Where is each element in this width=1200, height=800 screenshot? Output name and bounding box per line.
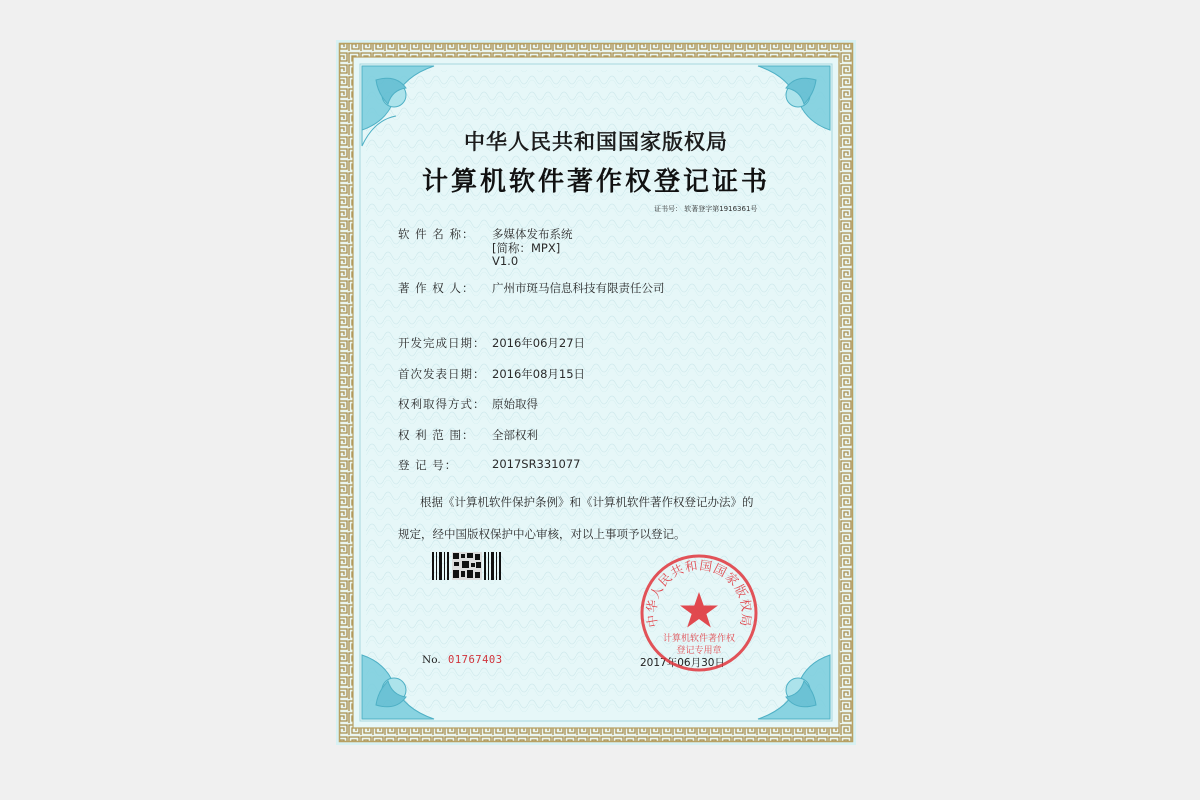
basis-statement-line1: 根据《计算机软件保护条例》和《计算机软件著作权登记办法》的 [420,495,754,509]
publication-date-value: 2016年08月15日 [492,367,586,381]
certificate-number: 证书号： 软著登字第1916361号 [654,205,758,213]
registration-number-label: 登 记 号： [398,458,458,472]
rights-scope-value: 全部权利 [492,428,538,442]
issue-date: 2017年06月30日 [640,657,725,669]
copyright-owner-value: 广州市斑马信息科技有限责任公司 [492,281,665,295]
rights-scope-label: 权 利 范 围： [398,428,475,442]
software-version-value: V1.0 [492,254,519,268]
acquisition-method-value: 原始取得 [492,397,538,411]
issuer-heading: 中华人民共和国国家版权局 [464,130,728,154]
seal-center-line1: 计算机软件著作权 [662,634,736,644]
serial-label: No. [422,654,441,666]
certificate-title: 计算机软件著作权登记证书 [421,167,770,197]
certificate [336,40,856,745]
software-short-name-value: [简称：MPX] [492,241,561,255]
seal-center-line2: 登记专用章 [676,646,722,656]
basis-statement-line2: 规定，经中国版权保护中心审核，对以上事项予以登记。 [398,527,686,541]
development-date-value: 2016年06月27日 [492,336,586,350]
acquisition-method-label: 权利取得方式： [398,397,486,411]
official-seal [638,552,760,674]
software-name-value: 多媒体发布系统 [492,227,573,241]
registration-number-value: 2017SR331077 [492,457,581,471]
copyright-owner-label: 著 作 权 人： [398,281,475,295]
development-date-label: 开发完成日期： [398,336,486,350]
seal-star-icon [680,592,718,628]
serial-number: 01767403 [448,654,503,666]
publication-date-label: 首次发表日期： [398,367,486,381]
seal-ring-text: 中华人民共和国国家版权局 [643,557,755,629]
software-name-label: 软 件 名 称： [398,227,475,241]
